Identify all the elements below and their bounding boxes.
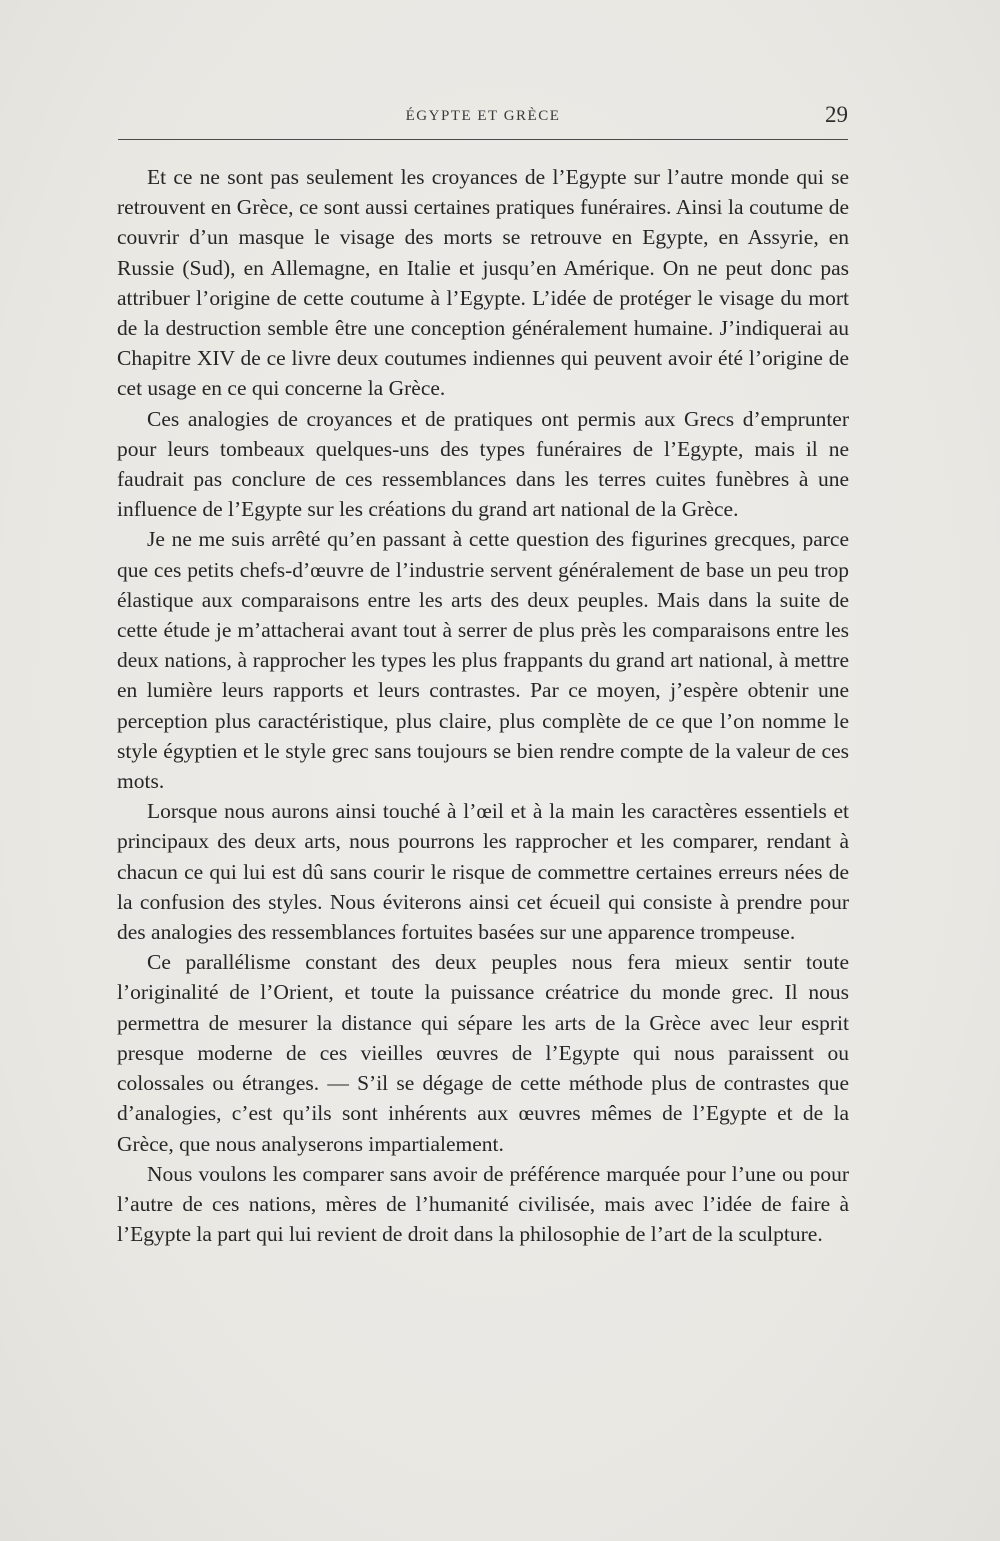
page-header [118, 100, 848, 140]
body-text [117, 162, 849, 1249]
running-title: ÉGYPTE ET GRÈCE [405, 108, 561, 124]
paragraph: Je ne me suis arrêté qu’en passant à cette question des figurines grecques, parce que ces petits chefs-d’œuvre de l’industrie servent généralement de base un peu trop élastique aux comparaisons entre les arts des deux peuples. Mais dans la suite de cette étude je m’attacherai avant tout à serrer de plus près les comparaisons entre les deux nations, à rapprocher les types les plus frappants du grand art national, à mettre en lumière leurs rapports et leurs contrastes. Par ce moyen, j’espère obtenir une perception plus caractéristique, plus claire, plus complète de ce que l’on nomme le style égyptien et le style grec sans toujours se bien rendre compte de la valeur de ces mots. [117, 527, 849, 794]
paragraph: Ce parallélisme constant des deux peuples nous fera mieux sentir toute l’originalité de l’Orient, et toute la puissance créatrice du monde grec. Il nous permettra de mesurer la distance qui sépare les arts de la Grèce avec leur esprit presque moderne de ces vieilles œuvres de l’Egypte qui nous paraissent ou colossales ou étranges. — S’il se dégage de cette méthode plus de contrastes que d’analogies, c’est qu’ils sont inhérents aux œuvres mêmes de l’Egypte et de la Grèce, que nous analyserons impartialement. [117, 950, 849, 1156]
paragraph: Lorsque nous aurons ainsi touché à l’œil et à la main les caractères essentiels et principaux des deux arts, nous pourrons les rapprocher et les comparer, rendant à chacun ce qui lui est dû sans courir le risque de commettre certaines erreurs nées de la confusion des styles. Nous éviterons ainsi cet écueil qui consiste à prendre pour des analogies des ressemblances fortuites basées sur une apparence trompeuse. [117, 799, 849, 945]
paragraph: Nous voulons les comparer sans avoir de préférence marquée pour l’une ou pour l’autre de ces nations, mères de l’humanité civilisée, mais avec l’idée de faire à l’Egypte la part qui lui revient de droit dans la philosophie de l’art de la sculpture. [117, 1161, 849, 1247]
paragraph: Et ce ne sont pas seulement les croyances de l’Egypte sur l’autre monde qui se retrouvent en Grèce, ce sont aussi certaines pratiques funéraires. Ainsi la coutume de couvrir d’un masque le visage des morts se retrouve en Egypte, en Assyrie, en Russie (Sud), en Allemagne, en Italie et jusqu’en Amérique. On ne peut donc pas attribuer l’origine de cette coutume à l’Egypte. L’idée de protéger le visage du mort de la destruction semble être une conception généralement humaine. J’indiquerai au Chapitre XIV de ce livre deux coutumes indiennes qui peuvent avoir été l’origine de cet usage en ce qui concerne la Grèce. [117, 165, 849, 401]
page-number: 29 [825, 102, 848, 127]
paragraph: Ces analogies de croyances et de pratiques ont permis aux Grecs d’emprunter pour leurs tombeaux quelques-uns des types funéraires de l’Egypte, mais il ne faudrait pas conclure de ces ressemblances dans les terres cuites funèbres à une influence de l’Egypte sur les créations du grand art national de la Grèce. [117, 406, 849, 522]
header-rule [118, 139, 848, 140]
